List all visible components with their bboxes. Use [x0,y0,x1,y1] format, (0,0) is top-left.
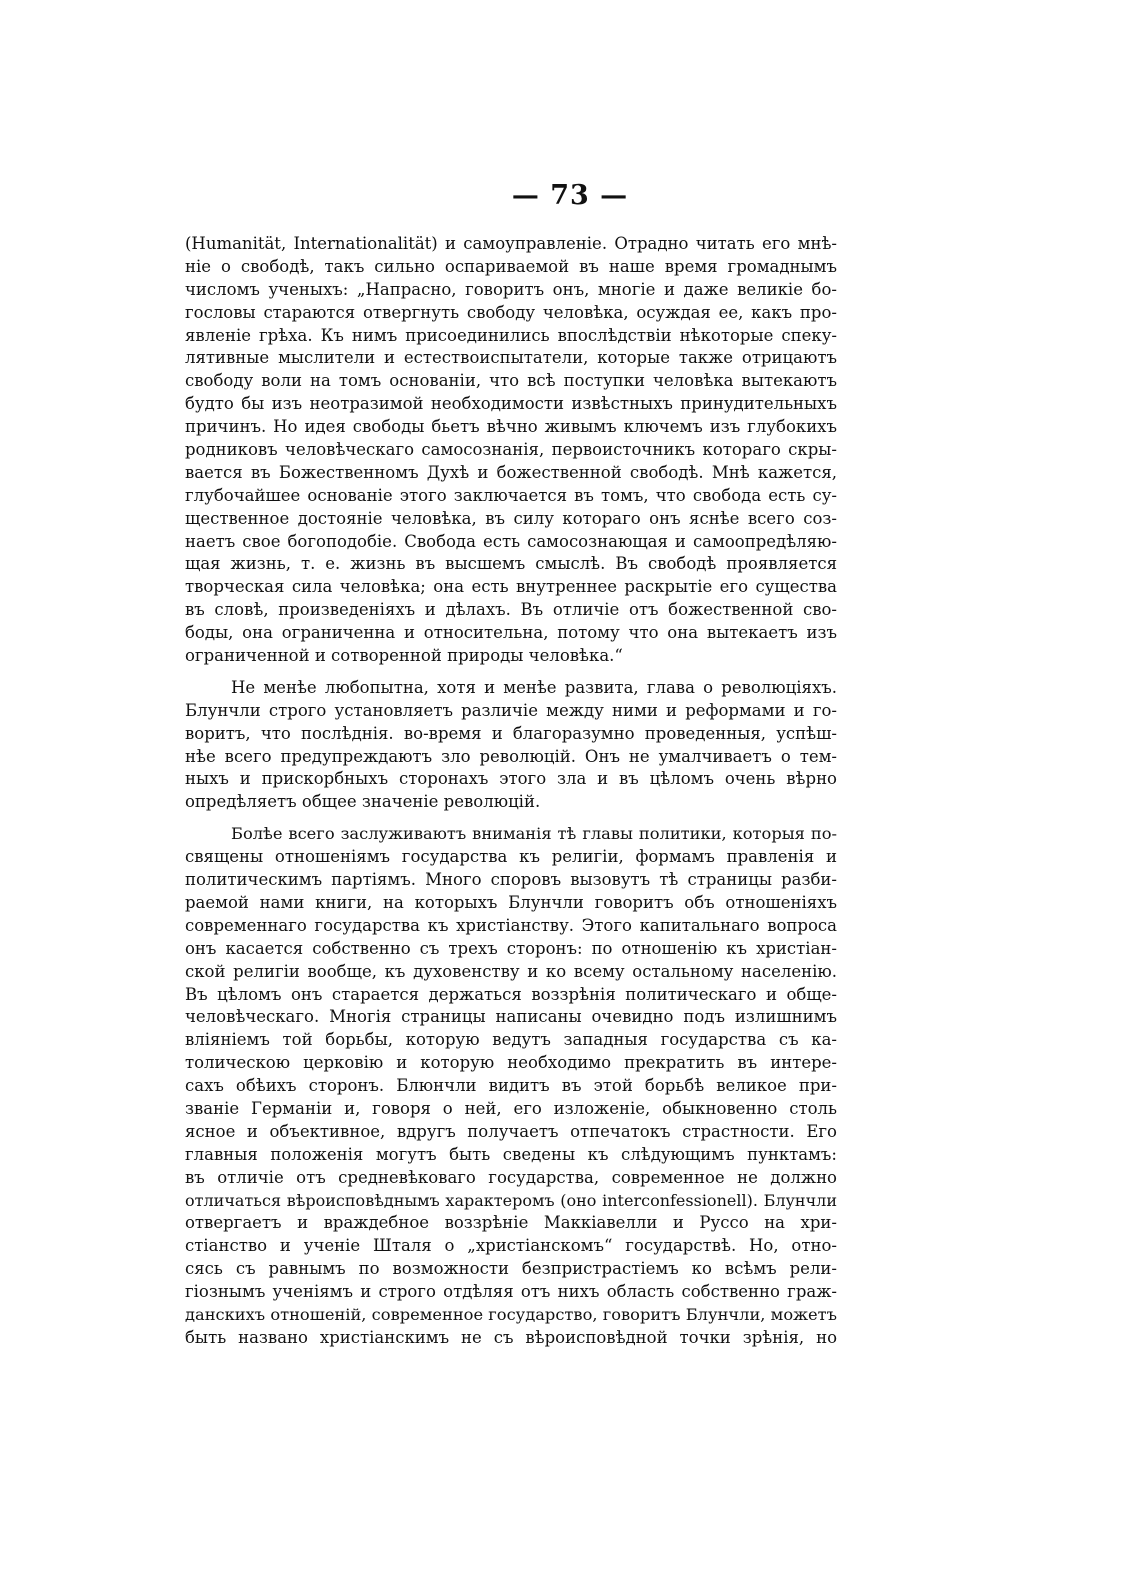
text-line: толическою церковію и которую необходимо прекратить въ интере- [185,1053,837,1073]
text-line: опредѣляетъ общее значеніе революцій. [185,792,541,812]
page-number: — 73 — [511,180,629,211]
text-line: быть названо христіанскимъ не съ вѣроисповѣдной точки зрѣнія, но [185,1327,837,1347]
text-line: числомъ ученыхъ: „Напрасно, говоритъ онъ, многіе и даже великіе бо- [185,279,837,299]
text-line: гословы стараются отвергнуть свободу человѣка, осуждая ее, какъ про- [185,302,837,322]
text-line: человѣческаго. Многія страницы написаны очевидно подъ излишнимъ [185,1007,837,1027]
paragraph-gap [185,668,837,677]
text-line: политическимъ партіямъ. Много споровъ вызовутъ тѣ страницы разби- [185,870,837,890]
text-line: нѣе всего предупреждаютъ зло революцій. Онъ не умалчиваетъ о тем- [185,746,837,766]
text-line: наетъ свое богоподобіе. Свобода есть самосознающая и самоопредѣляю- [185,531,837,551]
text-line: современнаго государства къ христіанству. Этого капитальнаго вопроса [185,915,837,935]
paragraph [185,823,837,1349]
text-line: Не менѣе любопытна, хотя и менѣе развита, глава о революціяхъ. [231,677,837,697]
text-line: онъ касается собственно съ трехъ сторонъ: по отношенію къ христіан- [185,938,837,958]
text-line: Въ цѣломъ онъ старается держаться воззрѣнія политическаго и обще- [185,984,837,1004]
text-line: вліяніемъ той борьбы, которую ведутъ западныя государства съ ка- [185,1030,837,1050]
text-line: раемой нами книги, на которыхъ Блунчли говоритъ объ отношеніяхъ [185,892,837,912]
text-line: отличаться вѣроисповѣднымъ характеромъ (оно interconfessionell). Блунчли [185,1190,837,1210]
text-line: Блунчли строго установляетъ различіе между ними и реформами и го- [185,700,837,720]
text-line: данскихъ отношеній, современное государство, говоритъ Блунчли, можетъ [185,1304,837,1324]
text-line: ограниченной и сотворенной природы человѣка.“ [185,646,623,666]
text-line: будто бы изъ неотразимой необходимости извѣстныхъ принудительныхъ [185,394,837,414]
text-line: въ отличіе отъ средневѣковаго государства, современное не должно [185,1167,837,1187]
text-line: Болѣе всего заслуживаютъ вниманія тѣ главы политики, которыя по- [231,824,837,844]
text-line: родниковъ человѣческаго самосознанія, первоисточникъ котораго скры- [185,440,837,460]
paragraph [185,677,837,814]
paragraph [185,233,837,668]
paragraph-gap [185,814,837,823]
text-line: ныхъ и прискорбныхъ сторонахъ этого зла и въ цѣломъ очень вѣрно [185,769,837,789]
text-line: отвергаетъ и враждебное воззрѣніе Маккіавелли и Руссо на хри- [185,1213,837,1233]
text-line: щая жизнь, т. е. жизнь въ высшемъ смыслѣ. Въ свободѣ проявляется [185,554,837,574]
text-line: творческая сила человѣка; она есть внутреннее раскрытіе его существа [185,577,837,597]
text-line: (Humanität, Internationalität) и самоуправленіе. Отрадно читать его мнѣ- [185,234,837,253]
text-line: гіознымъ ученіямъ и строго отдѣляя отъ нихъ область собственно граж- [185,1282,837,1302]
text-line: боды, она ограниченна и относительна, потому что она вытекаетъ изъ [185,623,837,643]
text-line: ніе о свободѣ, такъ сильно оспариваемой въ наше время громаднымъ [185,256,837,276]
text-line: глубочайшее основаніе этого заключается въ томъ, что свобода есть су- [185,485,837,505]
text-line: ской религіи вообще, къ духовенству и ко всему остальному населенію. [185,961,837,981]
text-line: явленіе грѣха. Къ нимъ присоединились впослѣдствіи нѣкоторые спеку- [185,325,837,345]
text-line: причинъ. Но идея свободы бьетъ вѣчно живымъ ключемъ изъ глубокихъ [185,417,837,437]
text-line: щественное достояніе человѣка, въ силу котораго онъ яснѣе всего соз- [185,508,837,528]
text-line: воритъ, что послѣднія. во-время и благоразумно проведенныя, успѣш- [185,723,837,743]
text-line: въ словѣ, произведеніяхъ и дѣлахъ. Въ отличіе отъ божественной сво- [185,600,837,620]
text-line: свободу воли на томъ основаніи, что всѣ поступки человѣка вытекаютъ [185,371,837,391]
text-line: стіанство и ученіе Шталя о „христіанскомъ“ государствѣ. Но, отно- [185,1236,837,1256]
text-line: главныя положенія могутъ быть сведены къ слѣдующимъ пунктамъ: [185,1144,837,1164]
body-text [185,233,837,1350]
text-line: лятивные мыслители и естествоиспытатели, которые также отрицаютъ [185,348,837,368]
text-line: ясное и объективное, вдругъ получаетъ отпечатокъ страстности. Его [185,1121,837,1141]
text-line: священы отношеніямъ государства къ религіи, формамъ правленія и [185,847,837,867]
text-line: званіе Германіи и, говоря о ней, его изложеніе, обыкновенно столь [185,1098,837,1118]
text-line: вается въ Божественномъ Духѣ и божественной свободѣ. Мнѣ кажется, [185,462,837,482]
text-line: сахъ обѣихъ сторонъ. Блюнчли видитъ въ этой борьбѣ великое при- [185,1076,837,1096]
text-line: сясь съ равнымъ по возможности безпристрастіемъ ко всѣмъ рели- [185,1259,837,1279]
